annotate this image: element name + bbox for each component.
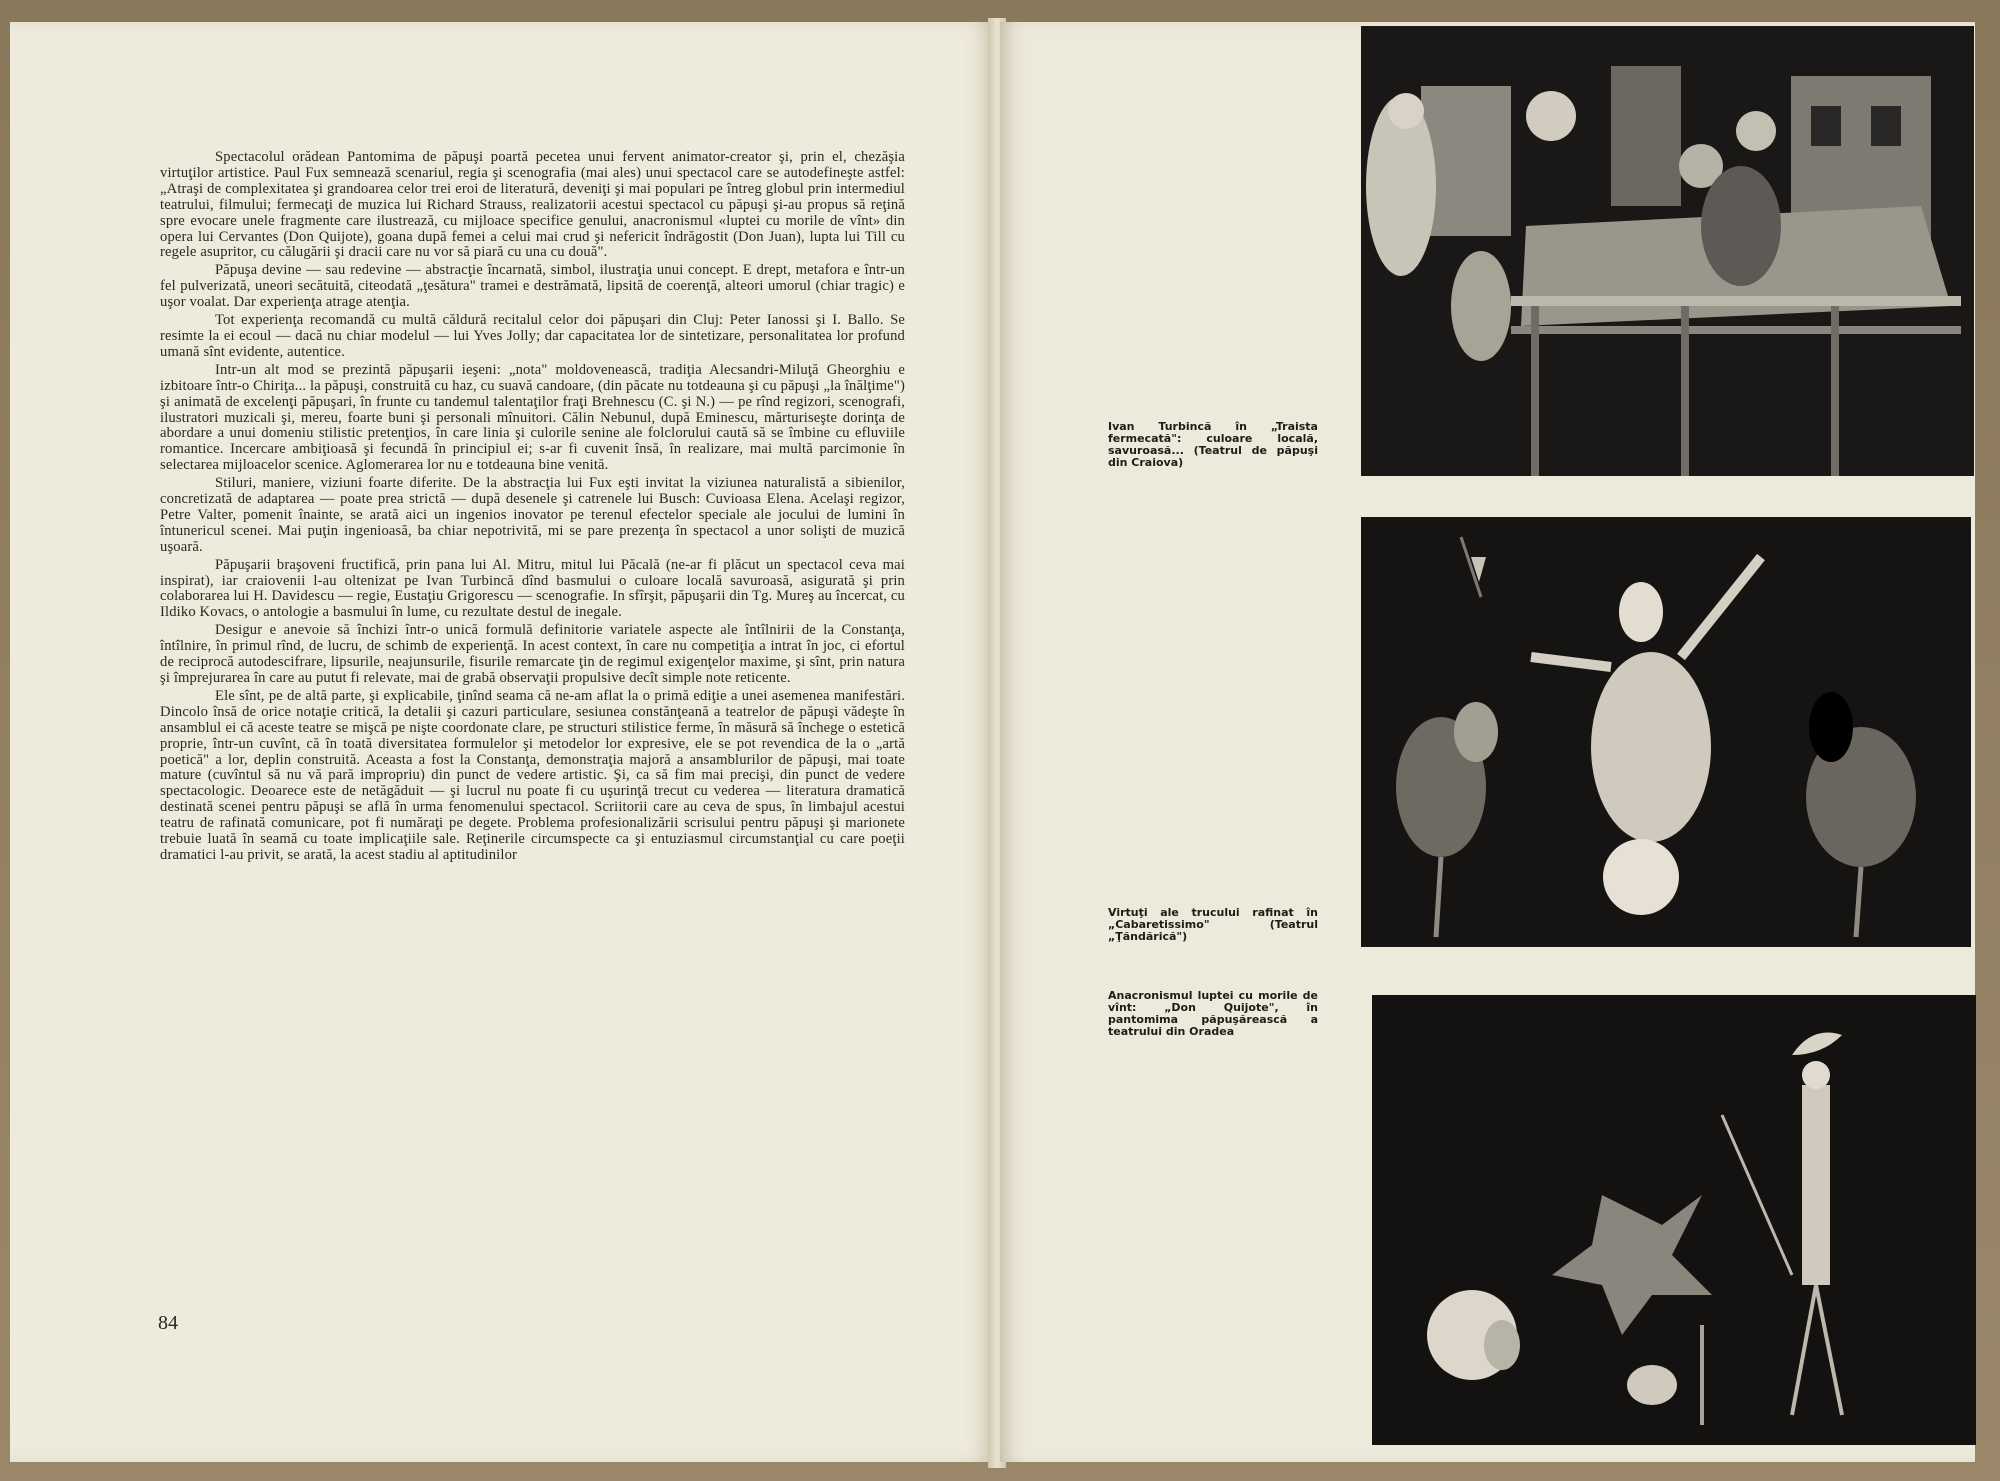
photo-clown-puppet — [1361, 517, 1971, 947]
paragraph: Desigur e anevoie să închizi într-o unică formulă definitorie variatele aspecte ale întîlnirii de la Constanţa, întîlnire, în primul rînd, de lucru, de schimb de experienţă. In acest context, în care nu competiţia a intrat în joc, ci efortul de reciprocă autodescifrare, lipsurile, neajunsurile, fisurile remarcate ţin de regimul exigenţelor maxime, şi sînt, prin natura şi împrejurarea în care au putut fi relevate, mai de grabă observaţii propulsive decît simple note reticente. — [160, 622, 905, 686]
left-page — [10, 22, 995, 1462]
paragraph: Tot experienţa recomandă cu multă căldură recitalul celor doi păpuşari din Cluj: Peter Ianossi şi I. Ballo. Se resimte la ei ecoul — dacă nu chiar modelul — lui Yves Jolly; dar capacitatea lor de sintetizare, personalitatea lor profund umană sînt evidente, autentice. — [160, 312, 905, 360]
page-number: 84 — [158, 1312, 178, 1334]
paragraph: Ele sînt, pe de altă parte, şi explicabile, ţinînd seama că ne-am aflat la o primă ediţie a unei asemenea manifestări. Dincolo însă de orice notaţie critică, la detalii şi cazuri particulare, sesiunea constănţeană a teatrelor de păpuşi vădeşte în ansamblul ei că aceste teatre se mişcă pe nişte coordonate clare, pe structuri stilistice ferme, în măsură să închege o estetică proprie, într-un cuvînt, că în toată diversitatea formulelor şi metodelor lor expresive, ele se pot revendica de la o „artă poetică" a lor, deplin construită. Aceasta a fost la Constanţa, demonstraţia majoră a ansamblurilor de păpuşi, mai toate mature (cuvîntul să nu vă pară impropriu) din punct de vedere artistic. Şi, ca să fim mai precişi, din punct de vedere spectacologic. Deoarece este de netăgăduit — şi lucrul nu poate fi cu uşurinţă trecut cu vederea — literatura dramatică destinată scenei pentru păpuşi se află în urma fenomenului spectacol. Scriitorii care au ceva de spus, în limbajul acestui teatru de rafinată comunicare, pot fi număraţi pe degete. Problema profesionalizării scrisului pentru păpuşi şi marionete trebuie luată în seamă cu toate implicaţiile sale. Reţinerile circumspecte ca şi entuziasmul circumstanţial cu care poeţii dramatici l-au privit, se arată, la acest stadiu al aptitudinilor — [160, 687, 905, 863]
paragraph: Stiluri, maniere, viziuni foarte diferite. De la abstracţia lui Fux eşti invitat la viziunea naturalistă a sibienilor, concretizată de adaptarea — poate prea strictă — după desenele şi catrenele lui Busch: Cuvioasa Elena. Acelaşi regizor, Petre Valter, pomenit înainte, se arată aici un ingenios inovator pe terenul efectelor speciale ale jocului de lumini în întunericul scenei. Mai puţin ingenioasă, ba chiar nepotrivită, mi se pare prezenţa în spectacol a unor solişti de muzică uşoară. — [160, 475, 905, 555]
photo-don-quijote-puppets — [1372, 995, 1976, 1445]
photo-puppet-stage — [1361, 26, 1974, 476]
paragraph: Intr-un alt mod se prezintă păpuşarii ieşeni: „nota" moldovenească, tradiţia Alecsandri-Miluţă Gheorghiu e izbitoare într-o Chiriţa... la păpuşi, construită cu haz, cu suavă candoare, (din păcate nu totdeauna şi cu păpuşi „la înălţime") şi animată de excelenţi păpuşari, în frunte cu tandemul talentaţilor fraţi Brehnescu (C. şi N.) — pe rînd regizori, scenografi, ilustratori muzicali şi, mereu, foarte buni şi personali mînuitori. Călin Nebunul, după Eminescu, mărturiseşte dorinţa de abordare a unui domeniu stilistic pretenţios, în care linia şi culorile senine ale folclorului caută să se îmbine cu efluviile romantice. Incercare ambiţioasă şi fecundă în principiul ei; s-ar fi cuvenit însă, în realizare, mai multă parcimonie în selectarea mijloacelor scenice. Aglomerarea lor nu e totdeauna bine venită. — [160, 361, 905, 474]
paragraph: Păpuşarii braşoveni fructifică, prin pana lui Al. Mitru, mitul lui Păcală (ne-ar fi plăcut un spectacol ceva mai inspirat), iar craiovenii l-au oltenizat pe Ivan Turbincă dînd basmului o culoare locală savuroasă, asigurată şi prin colaborarea lui H. Davidescu — regie, Eustaţiu Grigorescu — scenografie. In sfîrşit, păpuşarii din Tg. Mureş au încercat, cu Ildiko Kovacs, o antologie a basmului în lume, cu rezultate destul de inegale. — [160, 556, 905, 621]
photo-caption-craiova: Ivan Turbincă în „Traista fermecată": culoare locală, savuroasă... (Teatrul de păpuşi din Craiova) — [1108, 420, 1318, 469]
paragraph: Spectacolul orădean Pantomima de păpuşi poartă pecetea unui fervent animator-creator şi, prin el, chezăşia virtuţilor artistice. Paul Fux semnează scenariul, regia şi scenografia (mai ales) unui spectacol care se autodefineşte astfel: „Atraşi de complexitatea şi grandoarea celor trei eroi de literatură, deveniţi şi mai populari pe întreg globul prin intermediul teatrului, filmului; fermecaţi de muzica lui Richard Strauss, realizatorii acestui spectacol cu păpuşi şi-au propus să reţină spre evocare unele fragmente care ilustrează, cu mijloace specifice genului, anacronismul «luptei cu morile de vînt» din opera lui Cervantes (Don Quijote), goana după femei a celui mai crud şi nefericit îndrăgostit (Don Juan), lupta lui Till cu regele asupritor, cu călugării şi dracii care nu vor să piară cu una cu două". — [160, 149, 905, 261]
article-text — [160, 150, 905, 866]
photo-caption-oradea: Anacronismul luptei cu morile de vînt: „Don Quijote", în pantomima păpuşărească a teatrului din Oradea — [1108, 989, 1318, 1038]
photo-caption-tandarica: Virtuţi ale trucului rafinat în „Cabaretissimo" (Teatrul „Ţăndărică") — [1108, 906, 1318, 943]
paragraph: Păpuşa devine — sau redevine — abstracţie încarnată, simbol, ilustraţia unui concept. E drept, metafora e într-un fel pulverizată, uneori secătuită, citeodată „ţesătura" tramei e destrămată, lipsită de coerenţă, alteori umorul (chiar tragic) e uşor voalat. Dar experienţa atrage atenţia. — [160, 262, 905, 311]
